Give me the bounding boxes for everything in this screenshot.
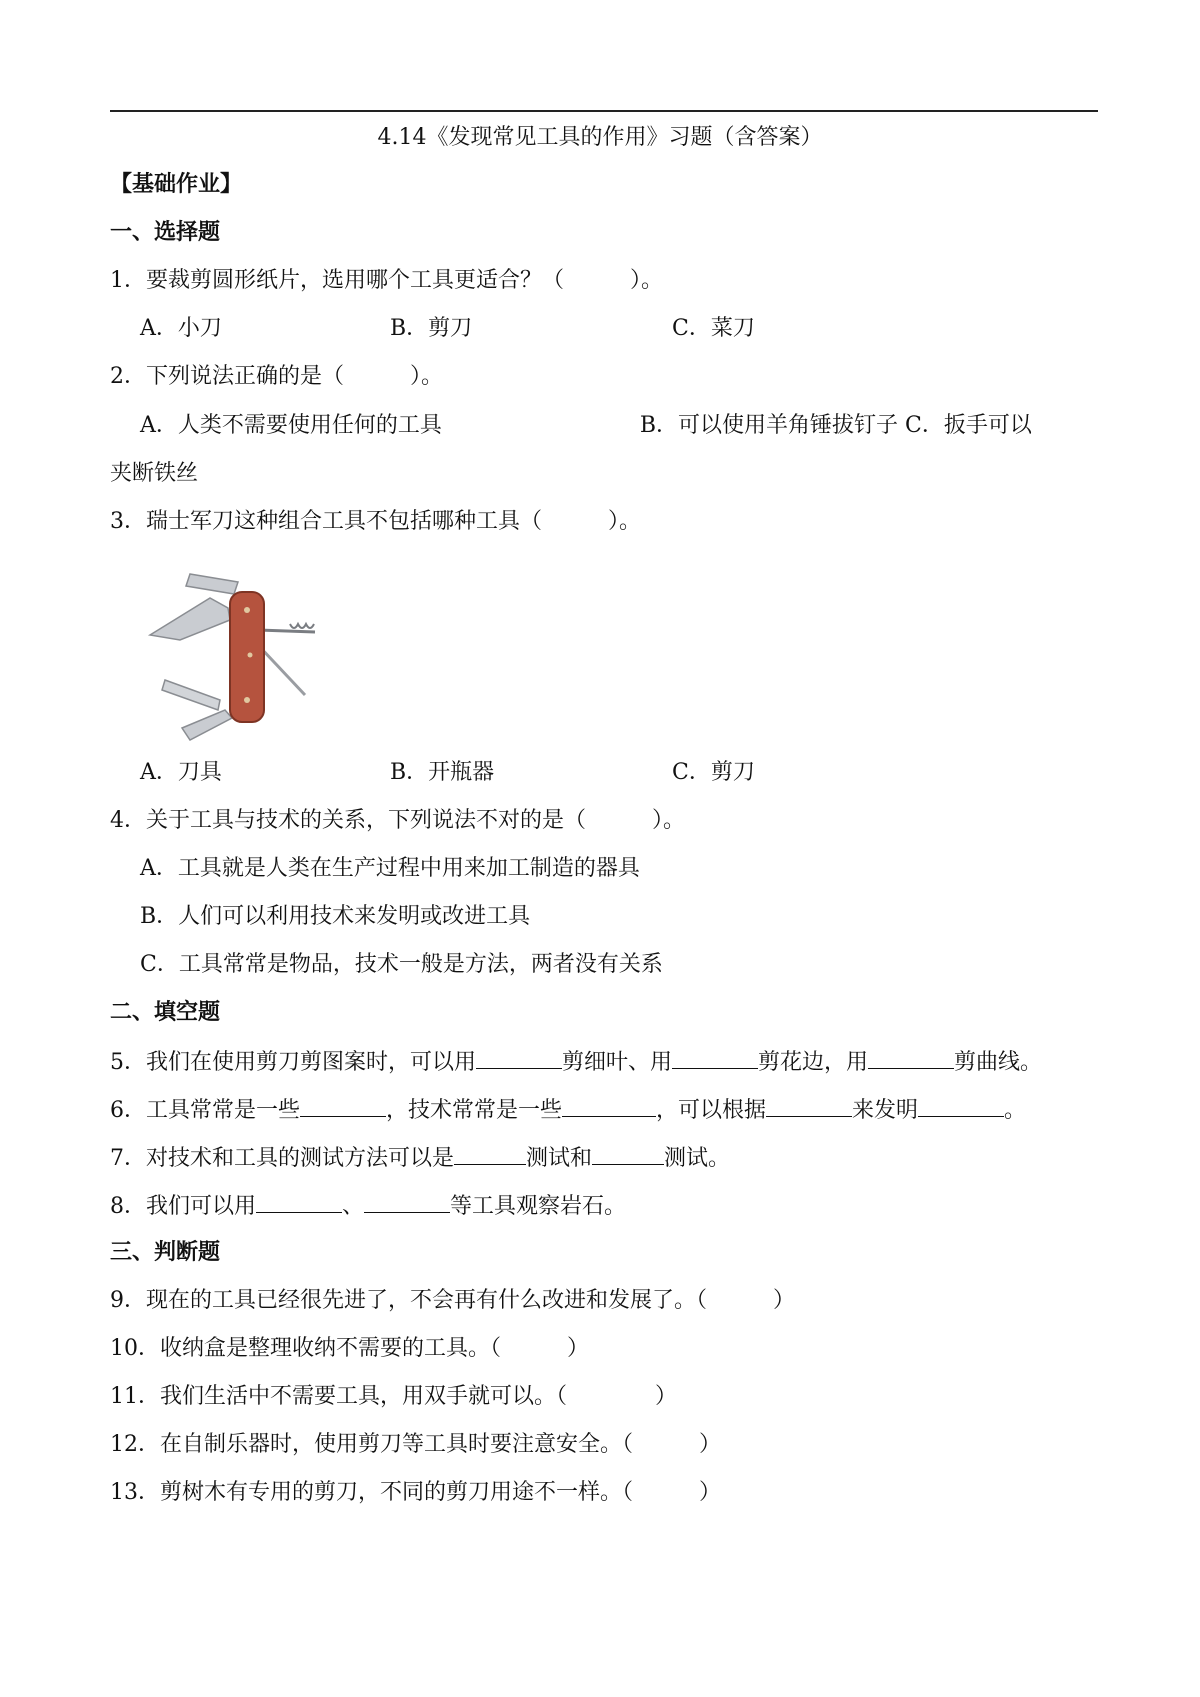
q8-text-3: 等工具观察岩石。 xyxy=(450,1194,627,1219)
q8-line xyxy=(110,1190,626,1222)
q4-option-c: C．工具常常是物品，技术一般是方法，两者没有关系 xyxy=(140,952,663,977)
part1-heading: 一、选择题 xyxy=(110,220,221,245)
q5-blank-2[interactable] xyxy=(672,1046,758,1069)
section-basic-heading: 【基础作业】 xyxy=(110,172,243,197)
q1-option-a: A．小刀 xyxy=(140,316,222,341)
page-title: 4.14《发现常见工具的作用》习题（含答案） xyxy=(377,125,823,150)
q11-stem: 11．我们生活中不需要工具，用双手就可以。（ ） xyxy=(110,1384,677,1409)
q1-option-b: B．剪刀 xyxy=(390,316,473,341)
q13-stem: 13．剪树木有专用的剪刀，不同的剪刀用途不一样。（ ） xyxy=(110,1480,721,1505)
q5-text-4: 剪曲线。 xyxy=(954,1050,1043,1075)
q5-blank-1[interactable] xyxy=(476,1046,562,1069)
q6-blank-4[interactable] xyxy=(918,1094,1004,1117)
q2-options-line2: 夹断铁丝 xyxy=(110,461,199,486)
part3-heading: 三、判断题 xyxy=(110,1240,221,1265)
q5-text-2: 剪细叶、用 xyxy=(562,1050,673,1075)
q5-text-3: 剪花边，用 xyxy=(758,1050,869,1075)
q4-option-a: A．工具就是人类在生产过程中用来加工制造的器具 xyxy=(140,856,640,881)
q7-blank-1[interactable] xyxy=(454,1142,526,1165)
q8-blank-1[interactable] xyxy=(256,1190,342,1213)
q9-stem: 9．现在的工具已经很先进了，不会再有什么改进和发展了。（ ） xyxy=(110,1288,795,1313)
q6-blank-3[interactable] xyxy=(766,1094,852,1117)
q6-text-5: 。 xyxy=(1004,1098,1027,1123)
q3-option-c: C．剪刀 xyxy=(672,760,755,785)
q7-text-3: 测试。 xyxy=(664,1146,731,1171)
q8-text-2: 、 xyxy=(342,1194,365,1219)
q2-stem: 2．下列说法正确的是（ ）。 xyxy=(110,364,443,389)
q2-options-line1: A．人类不需要使用任何的工具 B．可以使用羊角锤拔钉子 C．扳手可以 xyxy=(140,413,1032,438)
q7-line xyxy=(110,1142,730,1174)
q6-blank-2[interactable] xyxy=(562,1094,656,1117)
q3-stem: 3．瑞士军刀这种组合工具不包括哪种工具（ ）。 xyxy=(110,509,641,534)
q6-text-4: 来发明 xyxy=(852,1098,919,1123)
q1-stem: 1．要裁剪圆形纸片，选用哪个工具更适合？（ ）。 xyxy=(110,268,663,293)
q3-option-b: B．开瓶器 xyxy=(390,760,495,785)
q10-stem: 10．收纳盒是整理收纳不需要的工具。（ ） xyxy=(110,1336,589,1361)
q7-text-1: 7．对技术和工具的测试方法可以是 xyxy=(110,1146,454,1171)
q12-stem: 12．在自制乐器时，使用剪刀等工具时要注意安全。（ ） xyxy=(110,1432,721,1457)
q6-line xyxy=(110,1094,1026,1126)
part2-heading: 二、填空题 xyxy=(110,1000,221,1025)
q7-blank-2[interactable] xyxy=(592,1142,664,1165)
q4-option-b: B．人们可以利用技术来发明或改进工具 xyxy=(140,904,531,929)
q3-option-a: A．刀具 xyxy=(140,760,222,785)
q5-blank-3[interactable] xyxy=(868,1046,954,1069)
q6-blank-1[interactable] xyxy=(300,1094,386,1117)
q1-option-c: C．菜刀 xyxy=(672,316,755,341)
header-rule xyxy=(110,110,1098,112)
q6-text-1: 6．工具常常是一些 xyxy=(110,1098,300,1123)
q6-text-2: ，技术常常是一些 xyxy=(386,1098,563,1123)
q8-text-1: 8．我们可以用 xyxy=(110,1194,256,1219)
q5-line xyxy=(110,1046,1042,1078)
q7-text-2: 测试和 xyxy=(526,1146,593,1171)
q6-text-3: ，可以根据 xyxy=(656,1098,767,1123)
q8-blank-2[interactable] xyxy=(364,1190,450,1213)
swiss-army-knife-icon xyxy=(140,560,340,750)
q5-text-1: 5．我们在使用剪刀剪图案时，可以用 xyxy=(110,1050,476,1075)
q4-stem: 4．关于工具与技术的关系，下列说法不对的是（ ）。 xyxy=(110,808,685,833)
